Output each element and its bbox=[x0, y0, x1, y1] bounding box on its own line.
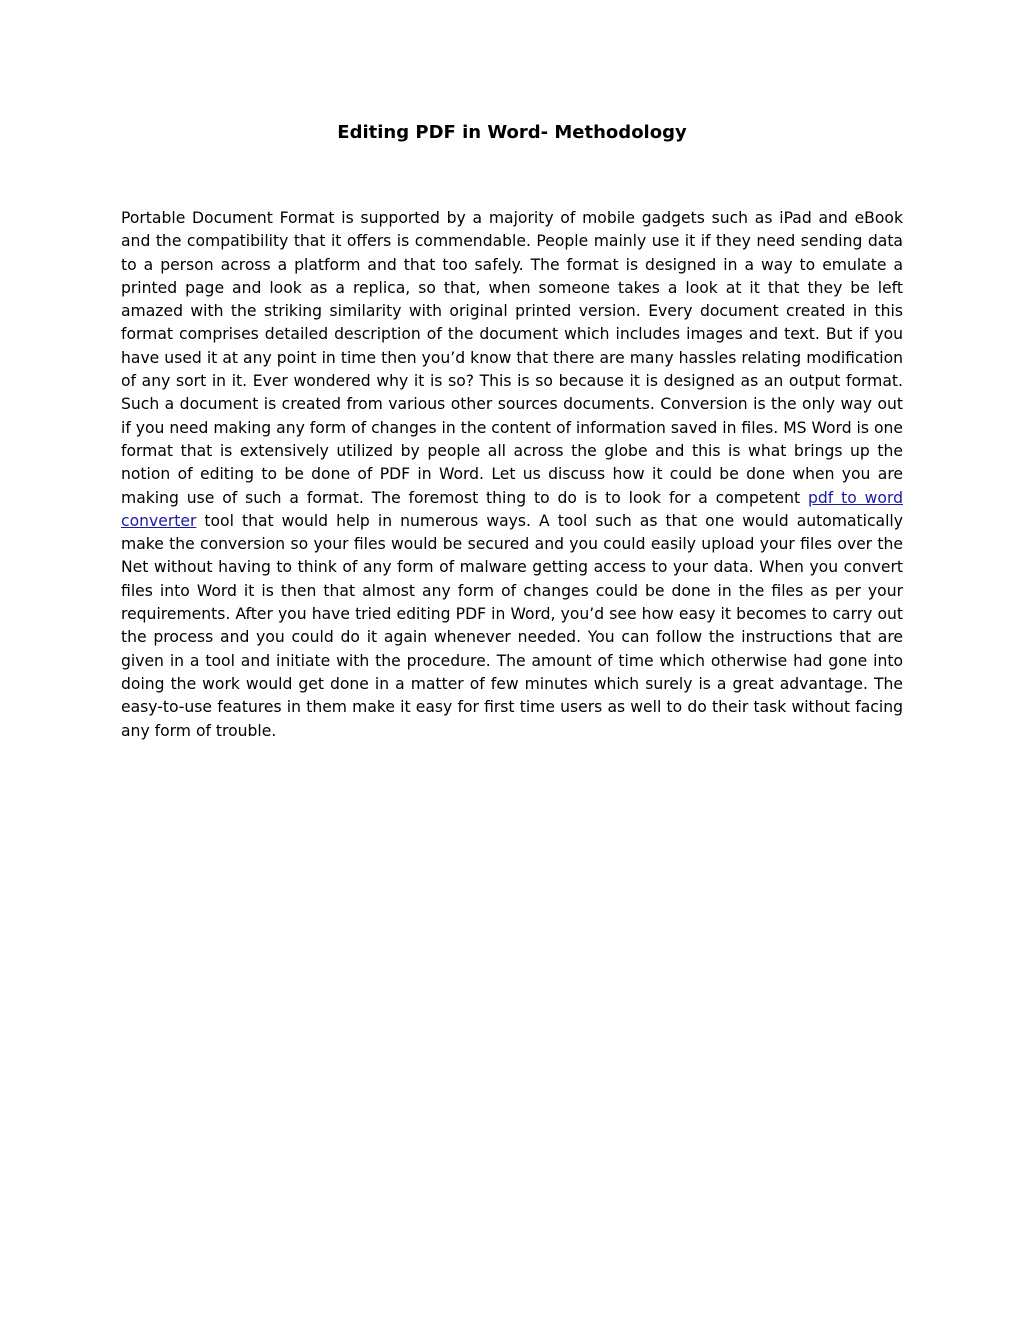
body-text-before-link: Portable Document Format is supported by a majority of mobile gadgets such as iPad and eBook and the compatibility that it offers is commendable. People mainly use it if they need sending data to a person across a platform and that too safely. The format is designed in a way to emulate a printed page and look as a replica, so that, when someone takes a look at it that they be left amazed with the striking similarity with original printed version. Every document created in this format comprises detailed description of the document which includes images and text. But if you have used it at any point in time then you’d know that there are many hassles relating modification of any sort in it. Ever wondered why it is so? This is so because it is designed as an output format. Such a document is created from various other sources documents. Conversion is the only way out if you need making any form of changes in the content of information saved in files. MS Word is one format that is extensively utilized by people all across the globe and this is what brings up the notion of editing to be done of PDF in Word. Let us discuss how it could be done when you are making use of such a format. The foremost thing to do is to look for a competent bbox=[121, 209, 903, 507]
document-title: Editing PDF in Word- Methodology bbox=[337, 122, 687, 143]
body-text-after-link: tool that would help in numerous ways. A tool such as that one would automatically make the conversion so your files would be secured and you could easily upload your files over the Net without having to think of any form of malware getting access to your data. When you convert files into Word it is then that almost any form of changes could be done in the files as per your requirements. After you have tried editing PDF in Word, you’d see how easy it becomes to carry out the process and you could do it again whenever needed. You can follow the instructions that are given in a tool and initiate with the procedure. The amount of time which otherwise had gone into doing the work would get done in a matter of few minutes which surely is a great advantage. The easy-to-use features in them make it easy for first time users as well to do their task without facing any form of trouble. bbox=[121, 511, 903, 740]
document-body-paragraph bbox=[121, 207, 903, 743]
pdf-to-word-converter-link[interactable]: pdf to word converter bbox=[121, 488, 903, 530]
